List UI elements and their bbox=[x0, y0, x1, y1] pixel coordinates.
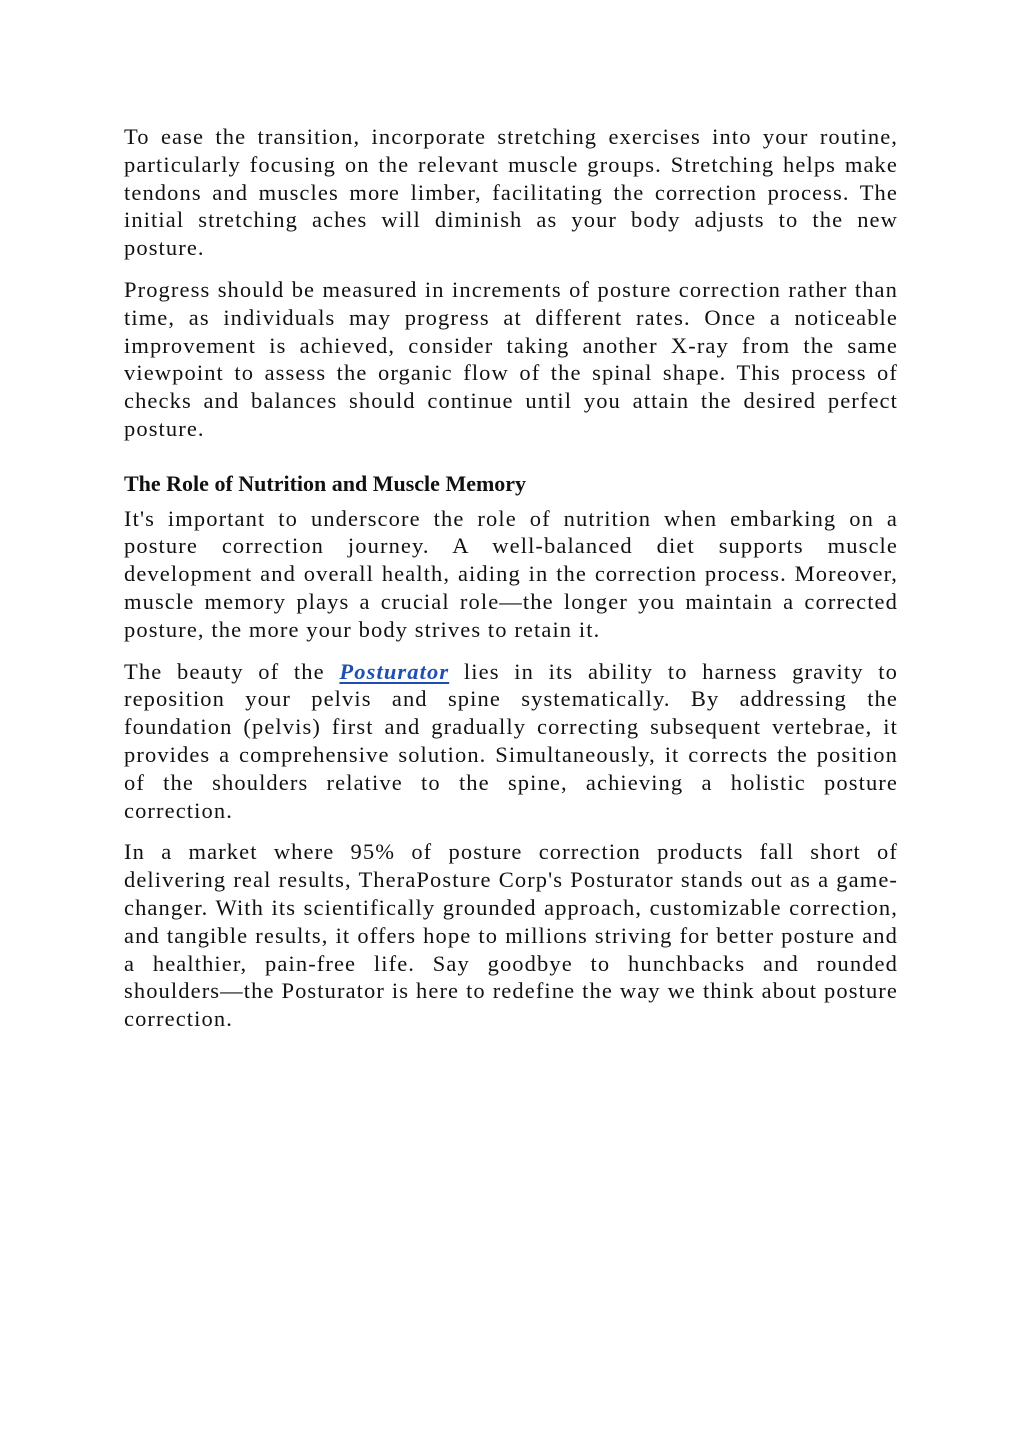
paragraph-stretching: To ease the transition, incorporate stretching exercises into your routine, particularly focusing on the relevant muscle groups. Stretching helps make tendons and muscles more limber, facilitating the correction process. The initial stretching aches will diminish as your body adjusts to the new posture. bbox=[124, 124, 898, 261]
paragraph-market: In a market where 95% of posture correction products fall short of delivering real results, TheraPosture Corp's Posturator stands out as a game-changer. With its scientifically grounded approach, customizable correction, and tangible results, it offers hope to millions striving for better posture and a healthier, pain-free life. Say goodbye to hunchbacks and rounded shoulders—the Posturator is here to redefine the way we think about posture correction. bbox=[124, 839, 898, 1032]
document-page bbox=[124, 123, 898, 1047]
section-heading: The Role of Nutrition and Muscle Memory bbox=[124, 470, 527, 496]
paragraph-progress: Progress should be measured in increments of posture correction rather than time, as individuals may progress at different rates. Once a noticeable improvement is achieved, consider taking another X-ray from the same viewpoint to assess the organic flow of the spinal shape. This process of checks and balances should continue until you attain the desired perfect posture. bbox=[124, 276, 898, 441]
paragraph-nutrition: It's important to underscore the role of nutrition when embarking on a posture correction journey. A well-balanced diet supports muscle development and overall health, aiding in the correction process. Moreover, muscle memory plays a crucial role—the longer you maintain a corrected posture, the more your body strives to retain it. bbox=[124, 505, 898, 642]
posturator-link[interactable]: Posturator bbox=[339, 658, 450, 684]
paragraph-posturator-start: The beauty of the bbox=[124, 658, 340, 684]
paragraph-posturator bbox=[124, 658, 898, 825]
paragraph-posturator-end: lies in its ability to harness gravity to reposition your pelvis and spine systematically. By addressing the foundation (pelvis) first and gradually correcting subsequent vertebrae, it provides a comprehensive solution. Simultaneously, it corrects the position of the shoulders relative to the spine, achieving a holistic posture correction. bbox=[124, 658, 898, 823]
